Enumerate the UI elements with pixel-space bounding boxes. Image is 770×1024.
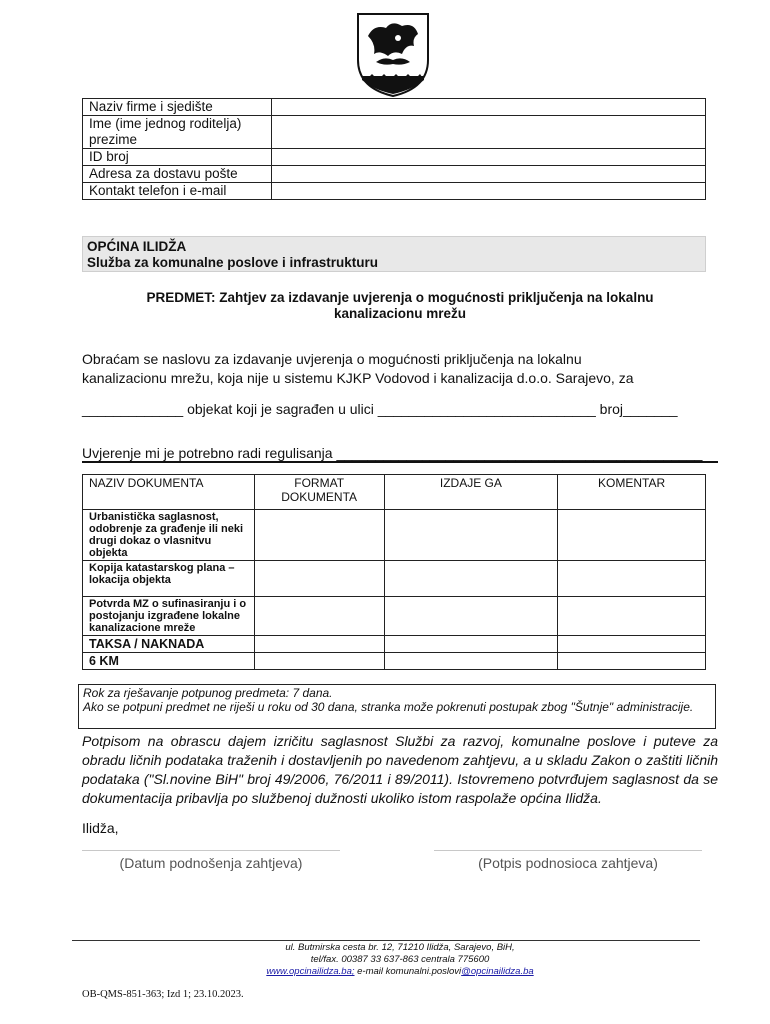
request-line-1: Obraćam se naslovu za izdavanje uvjerenja o mogućnosti priključenja na lokalnu	[82, 351, 582, 367]
document-cadastral-plan: Kopija katastarskog plana – lokacija objekta	[83, 561, 255, 597]
table-row	[83, 99, 706, 116]
table-cell	[558, 636, 706, 653]
applicant-signature-line[interactable]	[434, 850, 702, 851]
column-header-issuer: IZDAJE GA	[384, 475, 558, 510]
subject-heading: PREDMET: Zahtjev za izdavanje uvjerenja o mogućnosti priključenja na lokalnu kanalizacionu mrežu	[146, 290, 654, 321]
request-line-2: kanalizacionu mrežu, koja nije u sistemu KJKP Vodovod i kanalizacija d.o.o. Sarajevo, za	[82, 370, 634, 386]
document-mz-confirmation: Potvrda MZ o sufinasiranju i o postojanju izgrađene lokalne kanalizacione mreže	[83, 597, 255, 636]
form-code: OB-QMS-851-363; Izd 1; 23.10.2023.	[82, 989, 244, 1000]
request-paragraph	[82, 350, 722, 388]
id-number-label: ID broj	[83, 149, 272, 166]
contact-label: Kontakt telefon i e-mail	[83, 183, 272, 200]
date-label: (Datum podnošenja zahtjeva)	[119, 855, 303, 871]
table-cell	[254, 653, 384, 670]
service-name: Služba za komunalne poslove i infrastrukturu	[87, 255, 379, 270]
table-row	[83, 149, 706, 166]
table-cell[interactable]	[384, 510, 558, 561]
ilidza-coat-of-arms-icon	[354, 10, 432, 98]
table-row	[83, 636, 706, 653]
firm-name-field[interactable]	[272, 99, 706, 116]
postal-address-label: Adresa za dostavu pošte	[83, 166, 272, 183]
table-cell[interactable]	[254, 561, 384, 597]
column-header-comment: KOMENTAR	[558, 475, 706, 510]
office-heading	[82, 236, 706, 272]
table-row	[83, 183, 706, 200]
signature-label: (Potpis podnosioca zahtjeva)	[478, 855, 658, 871]
firm-name-label: Naziv firme i sjedište	[83, 99, 272, 116]
divider	[82, 461, 718, 463]
municipality-name: OPĆINA ILIDŽA	[87, 239, 187, 254]
table-cell[interactable]	[254, 510, 384, 561]
footer-contact	[180, 966, 620, 978]
fee-label: TAKSA / NAKNADA	[83, 636, 255, 653]
table-cell	[384, 653, 558, 670]
fee-amount: 6 KM	[83, 653, 255, 670]
table-cell[interactable]	[558, 510, 706, 561]
place-label: Ilidža,	[82, 820, 119, 836]
table-cell	[384, 636, 558, 653]
postal-address-field[interactable]	[272, 166, 706, 183]
table-cell	[558, 653, 706, 670]
table-row	[83, 510, 706, 561]
table-cell[interactable]	[384, 561, 558, 597]
column-header-format: FORMAT DOKUMENTA	[254, 475, 384, 510]
deadline-line-1: Rok za rješavanje potpunog predmeta: 7 dana.	[83, 686, 333, 700]
table-cell[interactable]	[254, 597, 384, 636]
deadline-notice	[78, 684, 716, 729]
footer	[180, 942, 620, 978]
document-urban-consent: Urbanistička saglasnost, odobrenje za građenje ili neki drugi dokaz o vlasnitvu objekta	[83, 510, 255, 561]
full-name-field[interactable]	[272, 116, 706, 149]
table-cell[interactable]	[558, 561, 706, 597]
website-link[interactable]: www.opcinailidza.ba;	[266, 966, 355, 977]
date-signature-line[interactable]	[82, 850, 340, 851]
footer-phone: tel/fax. 00387 33 637-863 centrala 775600	[310, 954, 490, 965]
table-row	[83, 561, 706, 597]
table-row	[83, 116, 706, 149]
table-header-row	[83, 475, 706, 510]
table-row	[83, 166, 706, 183]
column-header-document-name: NAZIV DOKUMENTA	[83, 475, 255, 510]
table-row	[83, 653, 706, 670]
table-row	[83, 597, 706, 636]
id-number-field[interactable]	[272, 149, 706, 166]
footer-address: ul. Butmirska cesta br. 12, 71210 Ilidža, Sarajevo, BiH,	[285, 942, 515, 953]
contact-field[interactable]	[272, 183, 706, 200]
table-cell[interactable]	[384, 597, 558, 636]
table-cell[interactable]	[558, 597, 706, 636]
email-link[interactable]: @opcinailidza.ba	[461, 966, 534, 977]
deadline-line-2: Ako se potpuni predmet ne riješi u roku od 30 dana, stranka može pokrenuti postupak zbog "Šutnje" administracije.	[83, 700, 694, 714]
footer-divider	[72, 940, 700, 941]
full-name-label: Ime (ime jednog roditelja) prezime	[83, 116, 272, 149]
object-address-line[interactable]: _____________ objekat koji je sagrađen u ulici ____________________________ broj_______	[82, 401, 678, 417]
email-prefix: e-mail komunalni.poslovi	[354, 966, 462, 977]
applicant-info-table	[82, 98, 706, 200]
purpose-line[interactable]: Uvjerenje mi je potrebno radi regulisanja _______________________________________________	[82, 445, 703, 461]
documents-table	[82, 474, 706, 670]
consent-paragraph: Potpisom na obrascu dajem izričitu saglasnost Službi za razvoj, komunalne poslove i puteve za obradu ličnih podataka traženih i dostavljenih po navedenom zahtjevu, a u skladu Zakon o zaštiti ličnih podataka ("Sl.novine BiH" broj 49/2006, 76/2011 i 89/2011). Istovremeno potvrđujem saglasnost da se dokumentacija pribavlja po službenoj dužnosti ukoliko istom raspolaže općina Ilidža.	[82, 733, 718, 806]
table-cell	[254, 636, 384, 653]
